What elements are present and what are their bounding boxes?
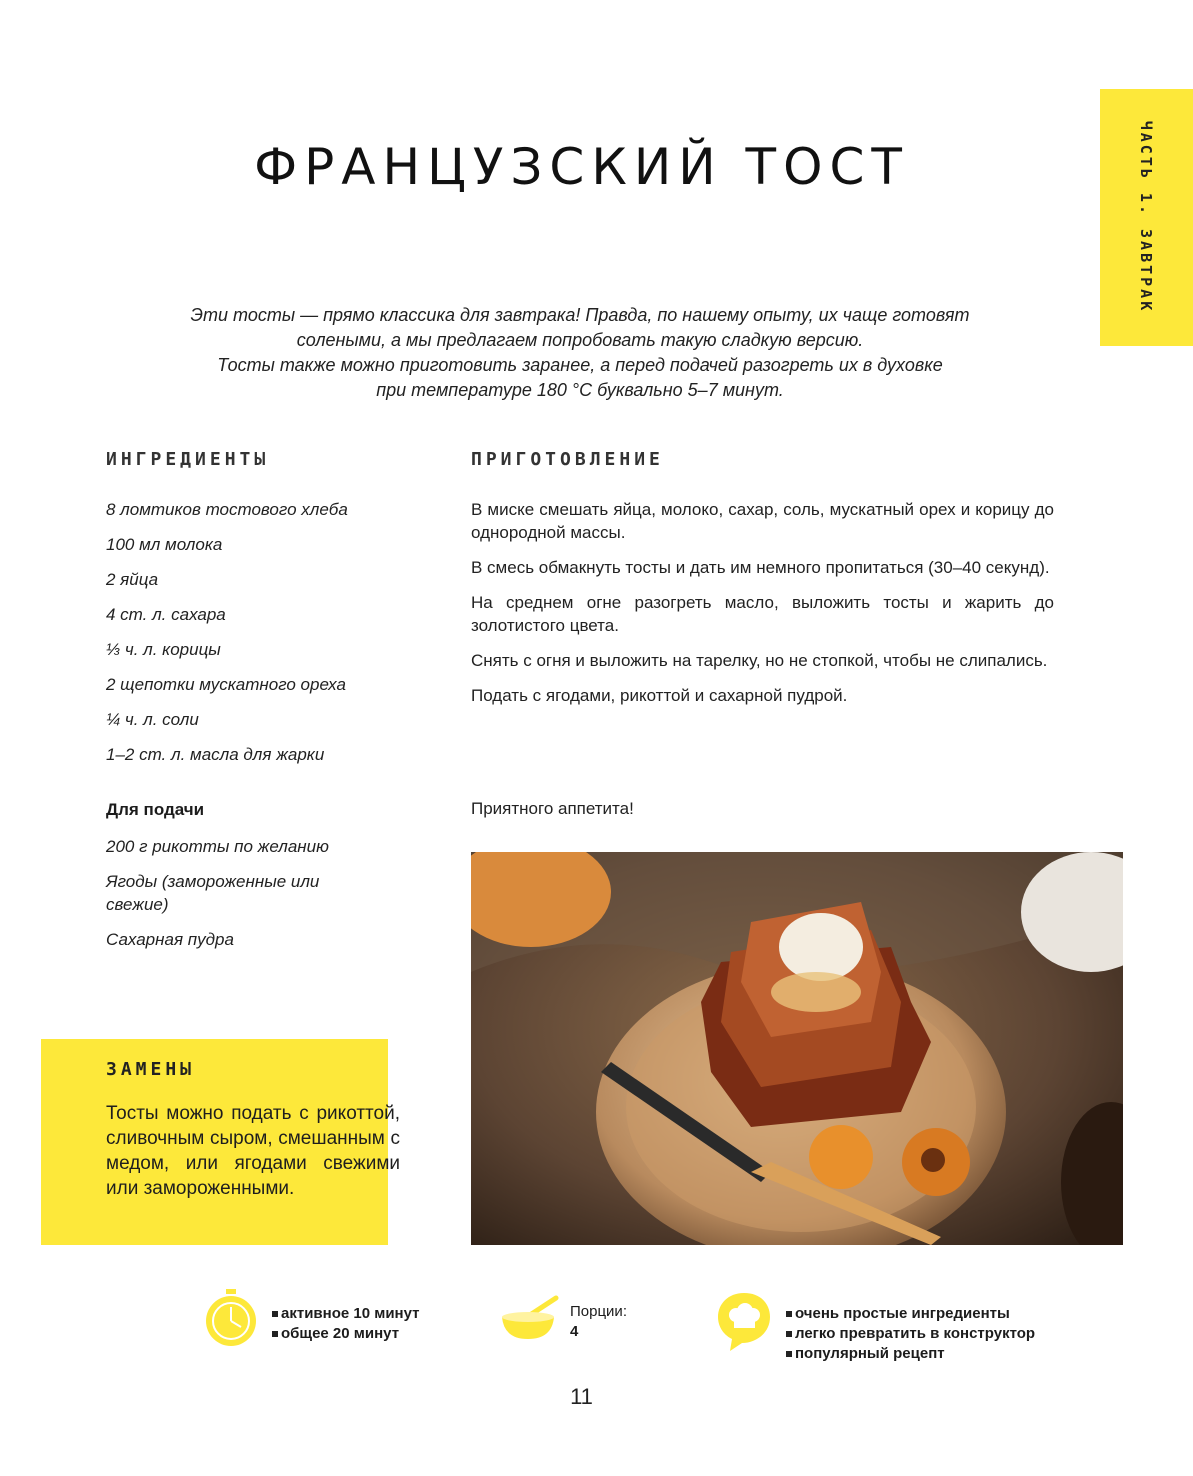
serving-item: Ягоды (замороженные или свежие) bbox=[106, 872, 320, 914]
section-tab bbox=[1100, 89, 1193, 346]
serving-list bbox=[106, 835, 366, 963]
intro-line: Эти тосты — прямо классика для завтрака! Правда, по нашему опыту, их чаще готовят bbox=[190, 305, 970, 325]
intro-text bbox=[120, 303, 1040, 403]
intro-line: солеными, а мы предлагаем попробовать такую сладкую версию. bbox=[296, 330, 864, 350]
substitutions-box bbox=[41, 1039, 400, 1245]
page-number: 11 bbox=[570, 1384, 593, 1409]
note-item: популярный рецепт bbox=[795, 1345, 945, 1362]
ingredient-item: ⅓ ч. л. корицы bbox=[106, 640, 221, 659]
note-item: легко превратить в конструктор bbox=[795, 1325, 1036, 1342]
portions-info bbox=[570, 1302, 627, 1342]
chef-hat-icon bbox=[716, 1291, 772, 1353]
active-time: активное 10 минут bbox=[281, 1305, 420, 1322]
preparation-step: Снять с огня и выложить на тарелку, но не стопкой, чтобы не слипались. bbox=[471, 651, 1048, 670]
section-tab-label: ЧАСТЬ 1. ЗАВТРАК bbox=[1137, 120, 1155, 314]
intro-line: Тосты также можно приготовить заранее, а перед подачей разогреть их в духовке bbox=[217, 355, 943, 375]
portions-value: 4 bbox=[570, 1323, 579, 1340]
time-info bbox=[272, 1304, 419, 1344]
ingredient-item: 2 щепотки мускатного ореха bbox=[106, 675, 346, 694]
substitutions-text: Тосты можно подать с рикоттой, сливочным сыром, смешанным с медом, или ягодами свежими или замороженными. bbox=[106, 1103, 400, 1199]
preparation-heading: ПРИГОТОВЛЕНИЕ bbox=[471, 449, 664, 470]
substitutions-heading: ЗАМЕНЫ bbox=[106, 1059, 196, 1080]
preparation-step: В смесь обмакнуть тосты и дать им немного пропитаться (30–40 секунд). bbox=[471, 558, 1050, 577]
portions-label: Порции: bbox=[570, 1303, 627, 1320]
ingredient-item: 100 мл молока bbox=[106, 535, 223, 554]
serving-item: 200 г рикотты по желанию bbox=[106, 837, 329, 856]
serving-item: Сахарная пудра bbox=[106, 930, 234, 949]
preparation-steps bbox=[471, 498, 1054, 719]
ingredient-item: 1–2 ст. л. масла для жарки bbox=[106, 745, 325, 764]
preparation-step: В миске смешать яйца, молоко, сахар, соль, мускатный орех и корицу до однородной массы. bbox=[471, 500, 1054, 542]
ingredient-item: ¼ ч. л. соли bbox=[106, 710, 199, 729]
recipe-notes bbox=[786, 1304, 1035, 1364]
ingredients-heading: ИНГРЕДИЕНТЫ bbox=[106, 449, 270, 470]
note-item: очень простые ингредиенты bbox=[795, 1305, 1010, 1322]
ingredient-item: 4 ст. л. сахара bbox=[106, 605, 226, 624]
food-photo bbox=[471, 852, 1123, 1245]
stopwatch-icon bbox=[204, 1289, 258, 1347]
closing-text: Приятного аппетита! bbox=[471, 799, 634, 818]
food-photo-image bbox=[471, 852, 1123, 1245]
intro-line: при температуре 180 °С буквально 5–7 минут. bbox=[376, 380, 784, 400]
preparation-step: На среднем огне разогреть масло, выложить тосты и жарить до золотистого цвета. bbox=[471, 593, 1054, 635]
preparation-step: Подать с ягодами, рикоттой и сахарной пудрой. bbox=[471, 686, 848, 705]
ingredient-item: 8 ломтиков тостового хлеба bbox=[106, 500, 348, 519]
ingredients-list bbox=[106, 499, 426, 779]
ingredient-item: 2 яйца bbox=[106, 570, 159, 589]
serving-heading: Для подачи bbox=[106, 800, 205, 819]
page-title: ФРАНЦУЗСКИЙ ТОСТ bbox=[254, 138, 909, 196]
total-time: общее 20 минут bbox=[281, 1325, 400, 1342]
bowl-icon bbox=[500, 1295, 562, 1341]
